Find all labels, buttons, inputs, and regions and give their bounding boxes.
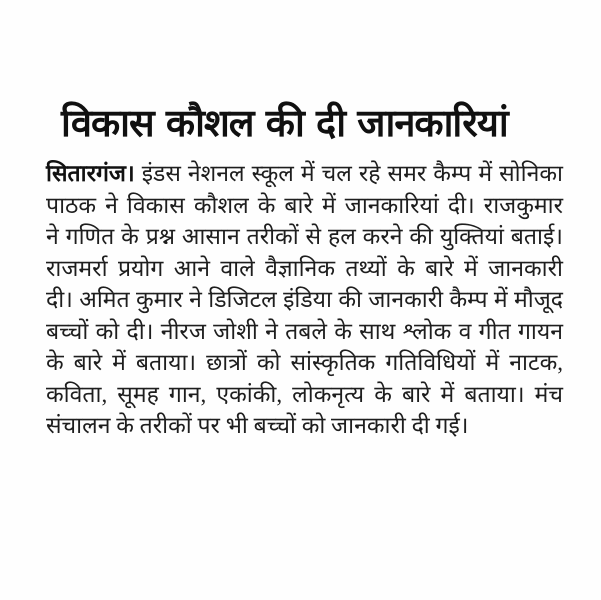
news-article [46, 98, 563, 442]
body-line: के बारे में बताया। छात्रों को सांस्कृतिक गतिविधियों में नाटक, [46, 350, 563, 375]
body-line: कविता, सूमह गान, एकांकी, लोकनृत्य के बारे में बताया। मंच [46, 381, 563, 407]
body-line: संचालन के तरीकों पर भी बच्चों को जानकारी दी गई। [46, 413, 469, 438]
body-line: पाठक ने विकास कौशल के बारे में जानकारियां दी। राजकुमार [46, 192, 563, 218]
body-line [46, 158, 563, 190]
article-headline: विकास कौशल की दी जानकारियां [61, 101, 508, 145]
body-line: राजमर्रा प्रयोग आने वाले वैज्ञानिक तथ्यों के बारे में जानकारी [46, 255, 563, 281]
body-line-text: इंडस नेशनल स्कूल में चल रहे समर कैम्प में सोनिका [141, 161, 563, 186]
dateline: सितारगंज। [46, 161, 135, 186]
article-body [46, 158, 563, 442]
body-line: ने गणित के प्रश्न आसान तरीकों से हल करने की युक्तियां बताई। [46, 224, 563, 249]
body-line: बच्चों को दी। नीरज जोशी ने तबले के साथ श्लोक व गीत गायन [46, 318, 563, 344]
body-line: दी। अमित कुमार ने डिजिटल इंडिया की जानकारी कैम्प में मौजूद [46, 287, 563, 312]
